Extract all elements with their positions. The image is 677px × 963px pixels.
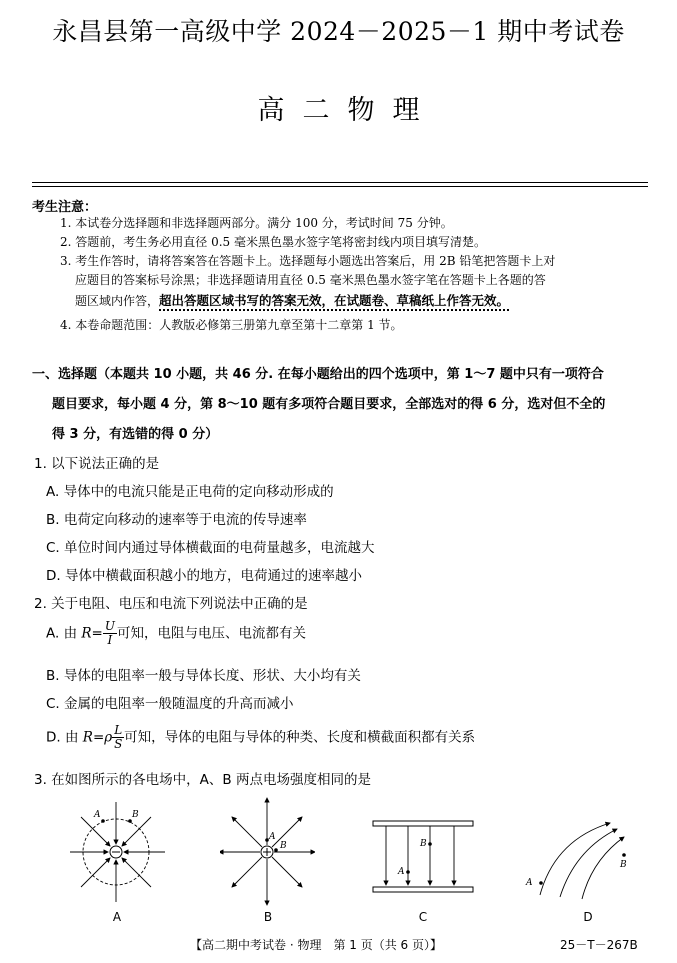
notice-item: 4. 本卷命题范围：人教版必修第三册第九章至第十二章第 1 节。 — [60, 318, 403, 332]
divider — [32, 182, 648, 183]
option-prefix: D. 由 — [46, 729, 83, 746]
diagram-label-b: B — [263, 910, 273, 924]
fraction-denominator: S — [114, 737, 123, 751]
notice-item: 3. 考生作答时，请将答案答在答题卡上。选择题每小题选出答案后，用 2B 铅笔把答题卡上对 — [60, 254, 556, 268]
option-c: C. 金属的电阻率一般随温度的升高而减小 — [46, 696, 294, 712]
point-a-label: A — [269, 832, 276, 842]
diagram-label-d: D — [583, 910, 593, 924]
fraction-denominator: I — [107, 633, 113, 647]
diagram-label-c: C — [418, 910, 428, 924]
formula-variable: R — [82, 729, 93, 746]
notice-item: 1. 本试卷分选择题和非选择题两部分。满分 100 分，考试时间 75 分钟。 — [60, 216, 453, 230]
section-header: 题目要求，每小题 4 分，第 8～10 题有多项符合题目要求，全部选对的得 6 分，选对但不全的 — [52, 397, 606, 412]
option-a — [46, 620, 306, 647]
notice-item-with-emphasis — [75, 291, 509, 311]
formula-equals: = — [91, 625, 103, 642]
option-text: 可知，导体的电阻与导体的种类、长度和横截面积都有关系 — [124, 729, 476, 746]
page-footer: 【高二期中考试卷 · 物理 第 1 页（共 6 页）】 — [190, 938, 442, 952]
notice-item: 应题目的答案标号涂黑；非选择题请用直径 0.5 毫米黑色墨水签字笔在答题卡上各题的答 — [75, 273, 546, 287]
point-a-label: A — [94, 810, 101, 820]
question-stem: 1. 以下说法正确的是 — [34, 456, 160, 472]
formula-fraction — [103, 620, 117, 647]
paper-code: 25－T－267B — [560, 938, 638, 952]
option-text: 可知，电阻与电压、电流都有关 — [116, 625, 306, 642]
point-b-label: B — [420, 839, 427, 849]
option-b: B. 导体的电阻率一般与导体长度、形状、大小均有关 — [46, 668, 361, 684]
option-d: D. 导体中横截面积越小的地方，电荷通过的速率越小 — [46, 568, 362, 584]
notice-heading: 考生注意： — [32, 200, 98, 215]
notice-emphasis: 超出答题区域书写的答案无效，在试题卷、草稿纸上作答无效。 — [159, 293, 510, 308]
field-diagram-d — [520, 815, 630, 905]
notice-item: 题区域内作答， — [75, 294, 160, 308]
fraction-numerator: U — [104, 619, 115, 633]
formula-variable: R — [81, 625, 92, 642]
section-header: 一、选择题（本题共 10 小题，共 46 分. 在每小题给出的四个选项中，第 1～7 题中只有一项符合 — [32, 367, 604, 382]
option-b: B. 电荷定向移动的速率等于电流的传导速率 — [46, 512, 307, 528]
point-a-label: A — [398, 867, 405, 877]
fraction-numerator: L — [114, 723, 123, 737]
diagram-label-a: A — [112, 910, 122, 924]
point-b-label: B — [280, 841, 287, 851]
point-b-label: B — [132, 810, 139, 820]
formula-rho: ρ — [104, 729, 113, 746]
field-diagram-c — [368, 818, 478, 898]
point-b-label: B — [620, 860, 627, 870]
field-diagram-a — [70, 790, 165, 910]
formula-fraction — [112, 724, 124, 751]
notice-item: 2. 答题前，考生务必用直径 0.5 毫米黑色墨水签字笔将密封线内项目填写清楚。 — [60, 235, 486, 249]
point-a-label: A — [526, 878, 533, 888]
section-header: 得 3 分，有选错的得 0 分） — [52, 427, 219, 442]
subject-title: 高二物理 — [257, 95, 438, 126]
question-stem: 3. 在如图所示的各电场中，A、B 两点电场强度相同的是 — [34, 772, 371, 788]
question-stem: 2. 关于电阻、电压和电流下列说法中正确的是 — [34, 596, 308, 612]
option-d — [46, 724, 475, 751]
option-prefix: A. 由 — [46, 625, 82, 642]
option-a: A. 导体中的电流只能是正电荷的定向移动形成的 — [46, 484, 334, 500]
divider — [32, 186, 648, 187]
field-diagram-b — [220, 795, 315, 910]
option-c: C. 单位时间内通过导体横截面的电荷量越多，电流越大 — [46, 540, 375, 556]
formula-equals: = — [92, 729, 105, 746]
exam-title: 永昌县第一高级中学 2024－2025－1 期中考试卷 — [52, 17, 625, 46]
